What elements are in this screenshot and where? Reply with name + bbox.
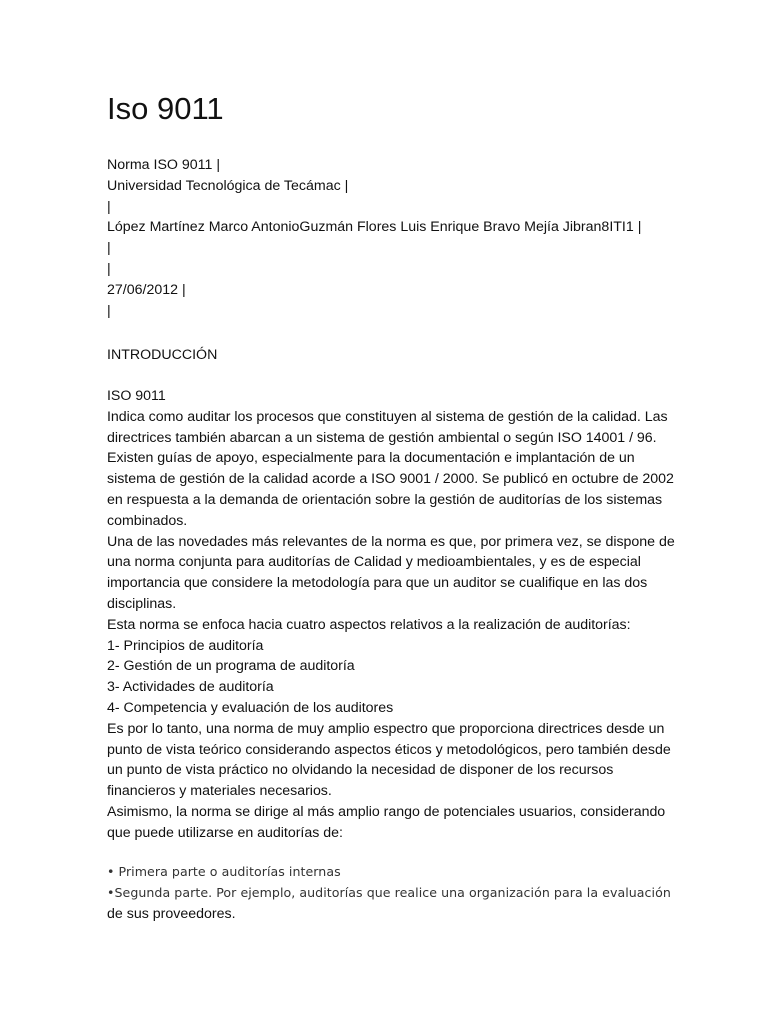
meta-line: López Martínez Marco AntonioGuzmán Flores Luis Enrique Bravo Mejía Jibran8ITI1 | [107, 219, 642, 236]
body-line: importancia que considere la metodología para que un auditor se cualifique en las dos [107, 575, 648, 592]
body-line: disciplinas. [107, 595, 177, 612]
body-line: Existen guías de apoyo, especialmente para la documentación e implantación de un [107, 450, 635, 467]
body-line: que puede utilizarse en auditorías de: [107, 824, 343, 841]
list-item: 4- Competencia y evaluación de los auditores [107, 699, 394, 716]
meta-line: Universidad Tecnológica de Tecámac | [107, 177, 349, 194]
body-line: ISO 9011 [107, 388, 166, 404]
body-line: directrices también abarcan a un sistema de gestión ambiental o según ISO 14001 / 96. [107, 429, 657, 446]
cover-metadata [107, 155, 667, 321]
body-line: Una de las novedades más relevantes de la norma es que, por primera vez, se dispone de [107, 533, 675, 550]
body-line: Indica como auditar los procesos que constituyen al sistema de gestión de la calidad. Las [107, 408, 668, 425]
bullet-item: •Segunda parte. Por ejemplo, auditorías que realice una organización para la evaluación [107, 884, 671, 900]
meta-line: | [107, 260, 111, 277]
meta-line: | [107, 240, 111, 257]
document-title: Iso 9011 [107, 91, 224, 126]
bullet-list [107, 862, 671, 924]
list-item: 3- Actividades de auditoría [107, 679, 274, 696]
list-item: 1- Principios de auditoría [107, 637, 264, 654]
body-line: Asimismo, la norma se dirige al más amplio rango de potenciales usuarios, considerando [107, 803, 666, 820]
body-line: en respuesta a la demanda de orientación sobre la gestión de auditorías de los sistemas [107, 491, 663, 508]
body-line: un punto de vista práctico no olvidando la necesidad de disponer de los recursos [107, 762, 614, 779]
body-line: Esta norma se enfoca hacia cuatro aspectos relativos a la realización de auditorías: [107, 616, 631, 633]
section-heading [107, 345, 667, 366]
list-item: 2- Gestión de un programa de auditoría [107, 658, 355, 675]
meta-line: | [107, 198, 111, 215]
body-line: una norma conjunta para auditorías de Calidad y medioambientales, y es de especial [107, 554, 641, 571]
body-line: combinados. [107, 512, 188, 529]
body-line: financieros y materiales necesarios. [107, 783, 332, 800]
meta-line: Norma ISO 9011 | [107, 157, 221, 173]
meta-line: | [107, 302, 111, 319]
bullet-item: • Primera parte o auditorías internas [107, 864, 341, 879]
section-heading-text: INTRODUCCIÓN [107, 347, 218, 363]
bullet-item-continuation: de sus proveedores. [107, 905, 236, 922]
meta-line: 27/06/2012 | [107, 281, 186, 298]
body-line: Es por lo tanto, una norma de muy amplio espectro que proporciona directrices desde un [107, 720, 665, 737]
body-line: punto de vista teórico considerando aspectos éticos y metodológicos, pero también desde [107, 741, 671, 758]
body-text [107, 386, 675, 844]
body-line: sistema de gestión de la calidad acorde a ISO 9001 / 2000. Se publicó en octubre de 2002 [107, 471, 674, 488]
